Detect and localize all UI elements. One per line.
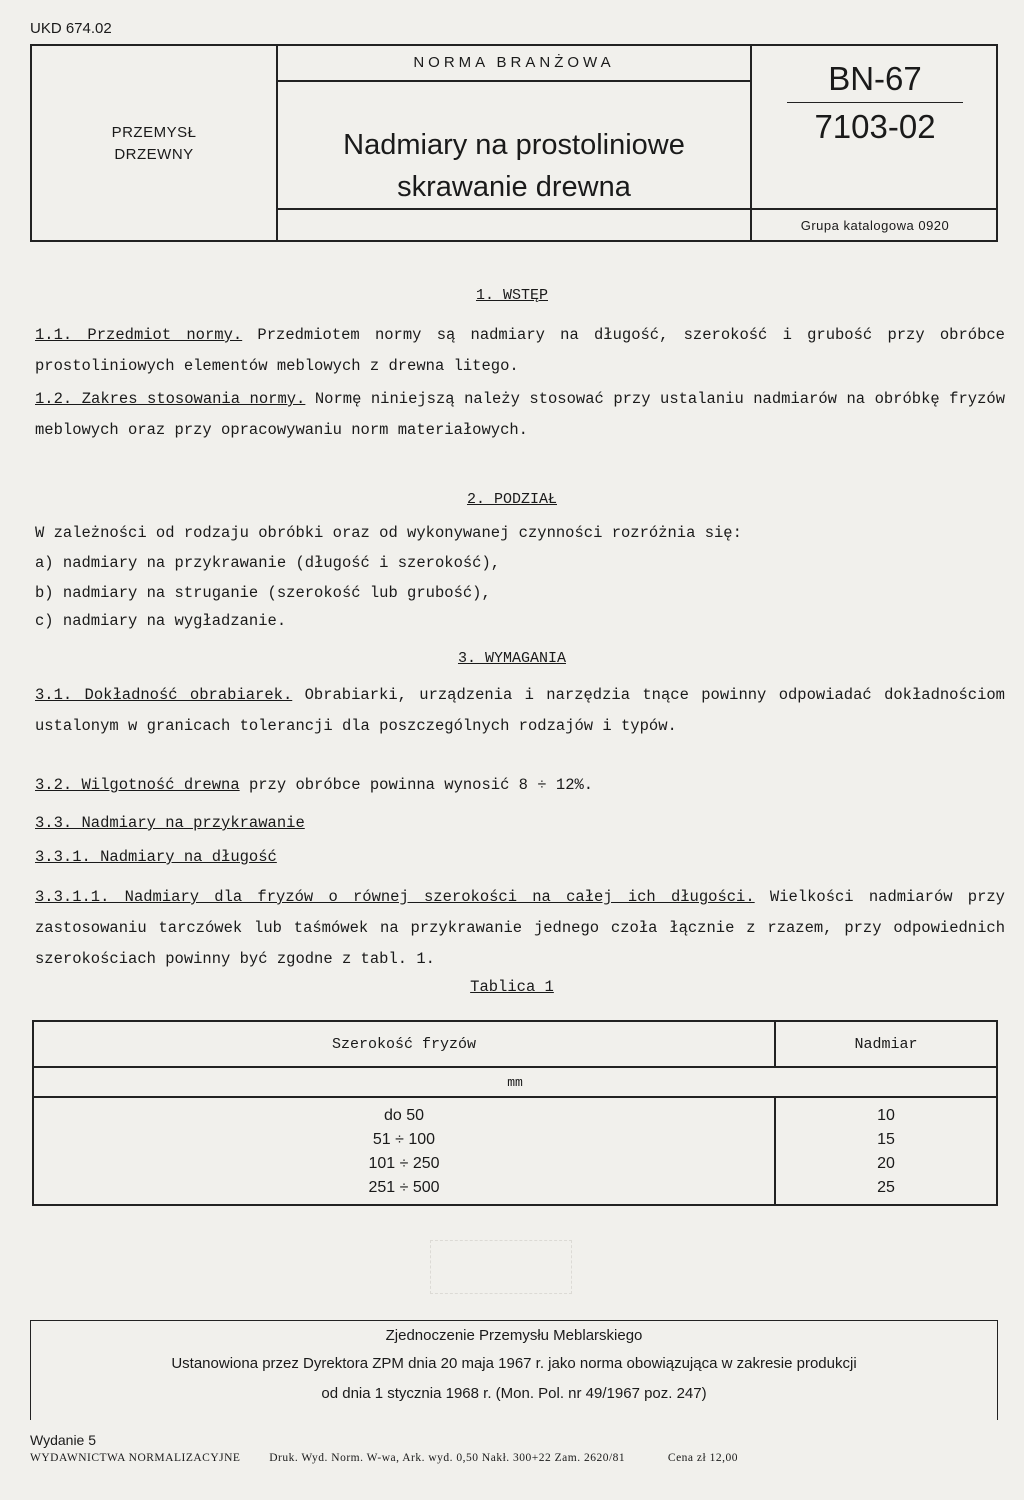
paragraph-1-2: [35, 384, 1005, 446]
subsection-heading: 3.3.1. Nadmiary na długość: [35, 848, 277, 866]
table-cell: 20: [877, 1155, 895, 1172]
title-line2: skrawanie drewna: [397, 171, 631, 203]
list-item: c) nadmiary na wygładzanie.: [35, 612, 287, 630]
table-cell: 10: [877, 1107, 895, 1124]
udc-number: UKD 674.02: [30, 20, 112, 37]
catalog-group: Grupa katalogowa 0920: [800, 218, 950, 233]
table-header-row: [33, 1021, 997, 1067]
table-unit-row: [33, 1067, 997, 1097]
column-header: Szerokość fryzów: [33, 1021, 775, 1067]
industry-label: [32, 122, 276, 166]
effective-date: od dnia 1 stycznia 1968 r. (Mon. Pol. nr 49/1967 poz. 247): [321, 1385, 707, 1402]
industry-line2: DRZEWNY: [114, 146, 194, 163]
table-title: Tablica 1: [470, 978, 554, 996]
title-line1: Nadmiary na prostoliniowe: [343, 129, 685, 161]
table-cell: 101 ÷ 250: [368, 1155, 440, 1172]
norm-code-line1: BN-67: [828, 60, 922, 97]
publisher: WYDAWNICTWA NORMALIZACYJNE: [30, 1452, 241, 1464]
paragraph-title: 3.3.1.1. Nadmiary dla fryzów o równej szerokości na całej ich długości.: [35, 888, 755, 906]
establishment-note: Ustanowiona przez Dyrektora ZPM dnia 20 maja 1967 r. jako norma obowiązująca w zakresie produkcji: [171, 1355, 857, 1372]
allowance-table: [32, 1020, 998, 1206]
paragraph-1-1: [35, 320, 1005, 382]
code-divider: [787, 102, 963, 103]
document-title: [277, 124, 751, 208]
norm-code-line2: 7103-02: [814, 108, 936, 145]
paragraph-text: Normę niniejszą należy stosować przy ustalaniu nadmiarów na obróbkę fryzów meblowych oraz przy opracowywaniu norm materiałowych.: [35, 390, 1005, 439]
table-cell: do 50: [383, 1107, 425, 1124]
paragraph-text: przy obróbce powinna wynosić 8 ÷ 12%.: [239, 776, 594, 794]
width-column: [33, 1097, 775, 1205]
publisher-bar: [30, 1452, 1000, 1464]
paragraph-3-1: [35, 680, 1005, 742]
allowance-column: [775, 1097, 997, 1205]
approval-box: [30, 1320, 998, 1420]
list-item: b) nadmiary na struganie (szerokość lub grubość),: [35, 584, 491, 602]
header-divider: [277, 80, 750, 82]
section-heading: 2. PODZIAŁ: [466, 491, 557, 508]
column-header: Nadmiar: [775, 1021, 997, 1067]
paragraph-title: 3.2. Wilgotność drewna: [35, 776, 240, 794]
paragraph-text: Wielkości nadmiarów przy zastosowaniu tarczówek lub taśmówek na przykrawanie jednego czoła łącznie z rzazem, przy odpowiednich szerokościach powinny być zgodne z tabl. 1.: [35, 888, 1005, 968]
faded-stamp: [430, 1240, 572, 1294]
industry-line1: PRZEMYSŁ: [111, 124, 197, 141]
paragraph-title: 1.2. Zakres stosowania normy.: [35, 390, 306, 408]
norm-type: NORMA BRANŻOWA: [413, 54, 615, 71]
table-cell: 251 ÷ 500: [368, 1179, 440, 1196]
print-info: Druk. Wyd. Norm. W-wa, Ark. wyd. 0,50 Nakł. 300+22 Zam. 2620/81: [269, 1452, 626, 1464]
subsection-heading: 3.3. Nadmiary na przykrawanie: [35, 814, 305, 832]
price: Cena zł 12,00: [667, 1452, 738, 1464]
header-box: [30, 44, 998, 242]
header-divider: [277, 208, 998, 210]
paragraph-title: 3.1. Dokładność obrabiarek.: [35, 686, 293, 704]
paragraph-3-3-1-1: [35, 882, 1005, 975]
paragraph-text: Przedmiotem normy są nadmiary na długość, szerokość i grubość przy obróbce prostoliniowych elementów meblowych z drewna litego.: [35, 326, 1005, 375]
table-cell: 25: [877, 1179, 895, 1196]
organization-name: Zjednoczenie Przemysłu Meblarskiego: [385, 1327, 643, 1344]
edition: Wydanie 5: [30, 1432, 97, 1448]
section-heading: 3. WYMAGANIA: [457, 650, 567, 667]
section-heading: 1. WSTĘP: [475, 287, 548, 304]
paragraph-text: Obrabiarki, urządzenia i narzędzia tnące powinny odpowiadać dokładnościom ustalonym w granicach tolerancji dla poszczególnych rodzajów i typów.: [35, 686, 1005, 735]
unit-cell: mm: [33, 1067, 997, 1097]
list-item: a) nadmiary na przykrawanie (długość i szerokość),: [35, 554, 501, 572]
list-intro: W zależności od rodzaju obróbki oraz od wykonywanej czynności rozróżnia się:: [35, 524, 742, 542]
table-cell: 15: [877, 1131, 895, 1148]
paragraph-title: 1.1. Przedmiot normy.: [35, 326, 243, 344]
paragraph-3-2: [35, 776, 593, 794]
table-cell: 51 ÷ 100: [372, 1131, 436, 1148]
table-body-row: [33, 1097, 997, 1205]
